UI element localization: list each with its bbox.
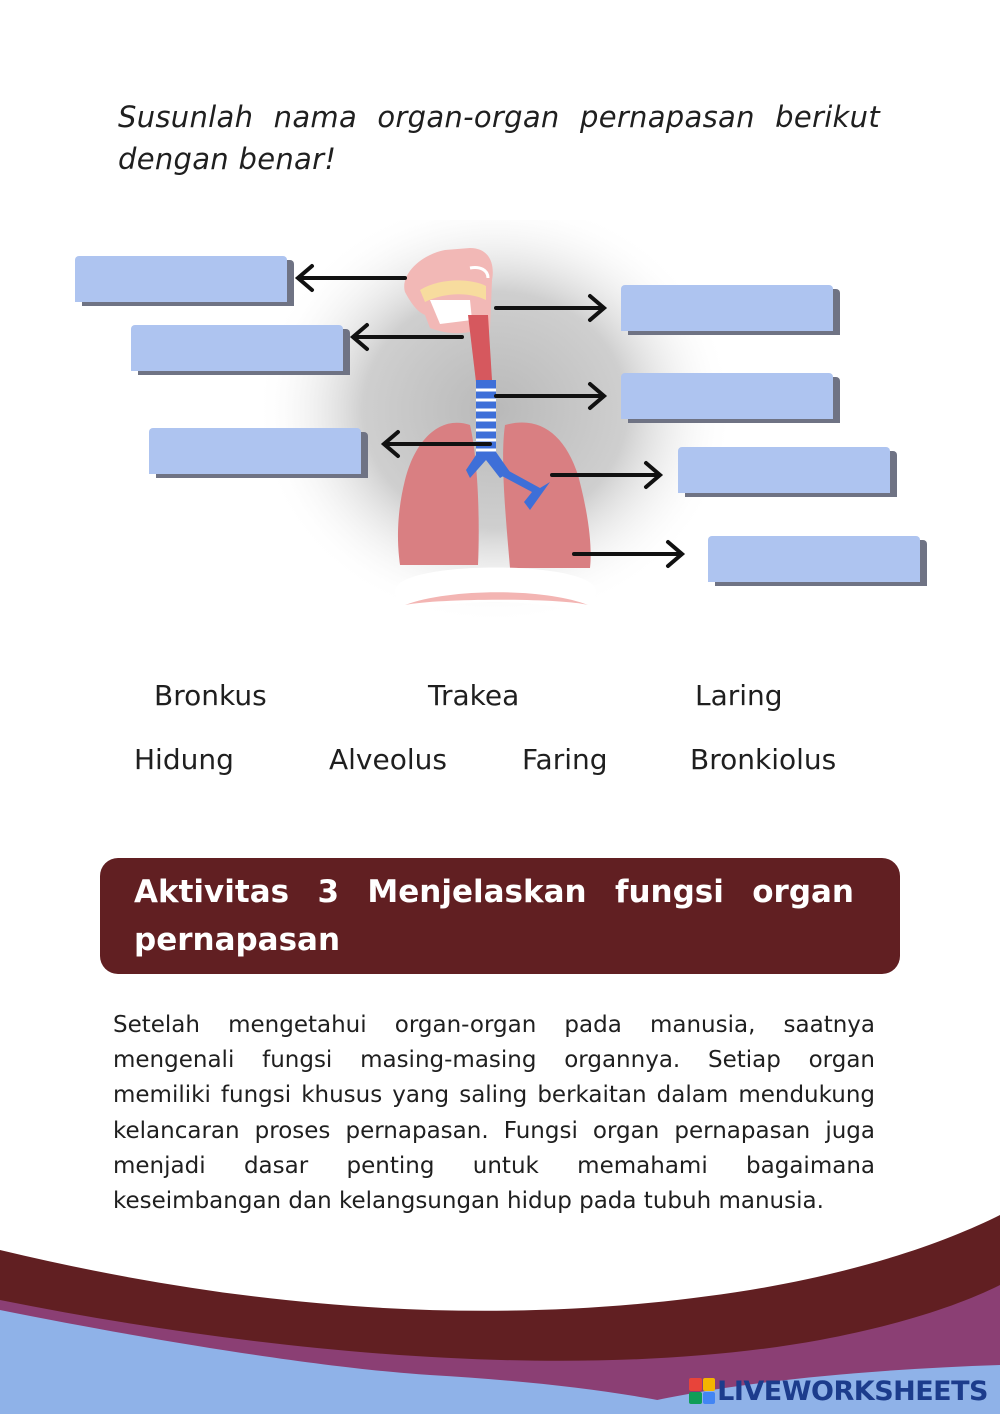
word-laring[interactable]: Laring xyxy=(695,679,783,712)
word-hidung[interactable]: Hidung xyxy=(134,743,234,776)
respiratory-diagram xyxy=(0,220,1000,640)
brand-name: LIVEWORKSHEETS xyxy=(717,1375,988,1407)
drop-target-2[interactable] xyxy=(131,325,343,371)
activity-title: Aktivitas 3 Menjelaskan fungsi organ pernapasan xyxy=(134,874,854,958)
word-bronkiolus[interactable]: Bronkiolus xyxy=(690,743,837,776)
word-trakea[interactable]: Trakea xyxy=(428,679,520,712)
drop-target-3[interactable] xyxy=(149,428,361,474)
liveworksheets-logo-icon xyxy=(689,1378,715,1404)
drop-target-5[interactable] xyxy=(621,373,833,419)
drop-target-7[interactable] xyxy=(708,536,920,582)
liveworksheets-brand xyxy=(689,1374,988,1408)
drop-target-1[interactable] xyxy=(75,256,287,302)
activity-banner xyxy=(100,858,900,974)
explanation-paragraph: Setelah mengetahui organ-organ pada manusia, saatnya mengenali fungsi masing-masing organnya. Setiap organ memiliki fungsi khusus yang saling berkaitan dalam mendukung kelancaran proses pernapasan. Fungsi organ pernapasan juga menjadi dasar penting untuk memahami bagaimana keseimbangan dan kelangsungan hidup pada tubuh manusia. xyxy=(113,1012,875,1215)
word-alveolus[interactable]: Alveolus xyxy=(329,743,447,776)
instruction-text: Susunlah nama organ-organ pernapasan berikut dengan benar! xyxy=(118,100,880,176)
word-bronkus[interactable]: Bronkus xyxy=(154,679,267,712)
drop-target-4[interactable] xyxy=(621,285,833,331)
word-faring[interactable]: Faring xyxy=(522,743,608,776)
drop-target-6[interactable] xyxy=(678,447,890,493)
